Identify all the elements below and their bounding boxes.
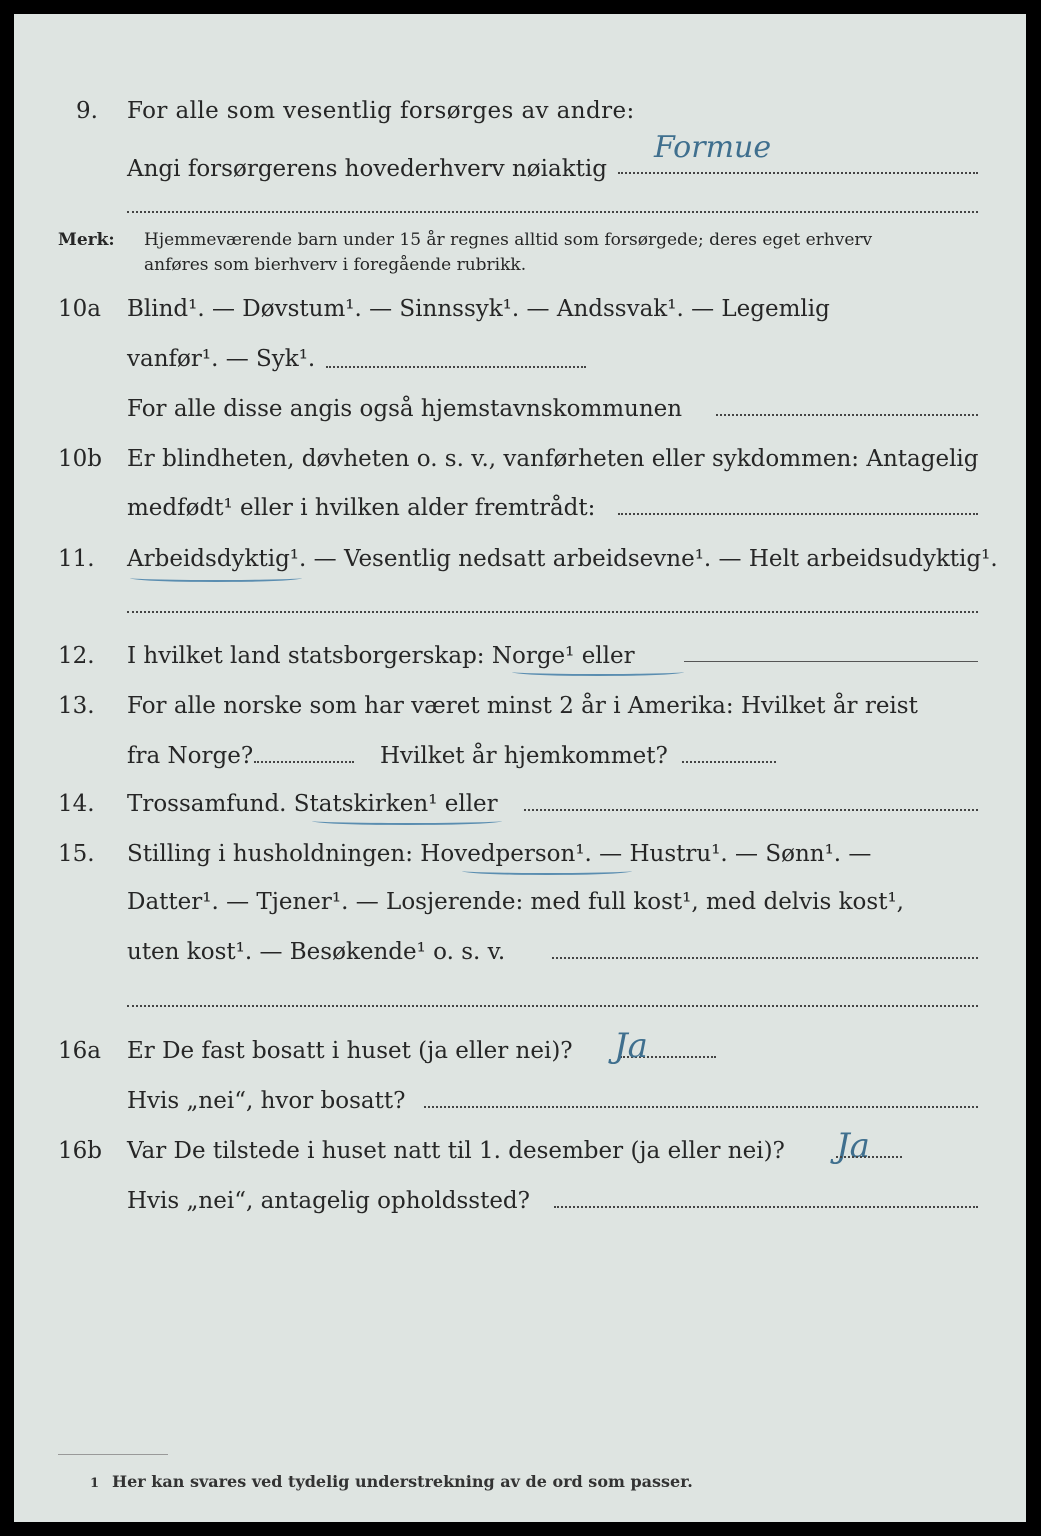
q13-reist-line xyxy=(254,761,354,763)
q9-extra-line xyxy=(127,211,978,213)
q10a-syk-line xyxy=(326,366,586,368)
census-form-page xyxy=(14,14,1026,1522)
q13-line1: For alle norske som har været minst 2 år i Amerika: Hvilket år reist xyxy=(127,693,918,719)
q10a-line2: vanfør¹. — Syk¹. xyxy=(127,346,316,372)
q13-hjemkommet-line xyxy=(682,761,776,763)
q16b-line1: Var De tilstede i huset natt til 1. desember (ja eller nei)? xyxy=(127,1138,785,1164)
item-number-14: 14. xyxy=(58,791,95,817)
q16b-handwritten-answer: Ja xyxy=(836,1126,870,1166)
q15-line3: uten kost¹. — Besøkende¹ o. s. v. xyxy=(127,939,506,965)
q13-line2b: Hvilket år hjemkommet? xyxy=(380,743,668,769)
footnote-divider xyxy=(58,1454,168,1455)
q15-handwritten-underline xyxy=(462,867,632,875)
footnote-mark: 1 xyxy=(90,1476,100,1491)
q12-line1: I hvilket land statsborgerskap: Norge¹ eller xyxy=(127,643,635,669)
item-number-10b: 10b xyxy=(58,446,102,472)
q14-handwritten-underline xyxy=(312,817,502,825)
merk-line1: Hjemmeværende barn under 15 år regnes alltid som forsørgede; deres eget erhverv xyxy=(144,230,873,250)
q9-handwritten-answer: Formue xyxy=(654,130,772,165)
q11-extra-line xyxy=(127,611,978,613)
q14-answer-line xyxy=(524,809,978,811)
q10a-answer-line xyxy=(716,414,978,416)
item-number-11: 11. xyxy=(58,546,95,572)
item-number-9: 9. xyxy=(76,98,98,124)
q9-line2: Angi forsørgerens hovederhverv nøiaktig xyxy=(127,156,607,182)
q15-answer-line xyxy=(552,957,978,959)
q10b-line2: medfødt¹ eller i hvilken alder fremtrådt: xyxy=(127,495,596,521)
q9-answer-line xyxy=(618,172,978,174)
q10b-line1: Er blindheten, døvheten o. s. v., vanførheten eller sykdommen: Antagelig xyxy=(127,446,979,472)
q10b-answer-line xyxy=(618,513,978,515)
q10a-line1: Blind¹. — Døvstum¹. — Sinnssyk¹. — Andssvak¹. — Legemlig xyxy=(127,296,830,322)
merk-label: Merk: xyxy=(58,230,115,250)
q11-handwritten-underline xyxy=(130,574,302,582)
q16a-line2: Hvis „nei“, hvor bosatt? xyxy=(127,1088,406,1114)
q13-line2a: fra Norge? xyxy=(127,743,254,769)
q11-line1: Arbeidsdyktig¹. — Vesentlig nedsatt arbeidsevne¹. — Helt arbeidsudyktig¹. xyxy=(127,546,998,572)
item-number-10a: 10a xyxy=(58,296,101,322)
q12-answer-line xyxy=(684,661,978,662)
item-number-16b: 16b xyxy=(58,1138,102,1164)
q16b-answer-line xyxy=(836,1156,902,1158)
q9-line1: For alle som vesentlig forsørges av andre: xyxy=(127,98,635,124)
q15-line2: Datter¹. — Tjener¹. — Losjerende: med full kost¹, med delvis kost¹, xyxy=(127,889,904,915)
item-number-15: 15. xyxy=(58,841,95,867)
item-number-12: 12. xyxy=(58,643,95,669)
q16b-opholdssted-line xyxy=(554,1206,978,1208)
footnote-text: Her kan svares ved tydelig understrekning av de ord som passer. xyxy=(112,1472,693,1491)
q16a-handwritten-answer: Ja xyxy=(614,1026,648,1066)
merk-line2: anføres som bierhverv i foregående rubrikk. xyxy=(144,255,527,275)
q15-line1: Stilling i husholdningen: Hovedperson¹. — Hustru¹. — Sønn¹. — xyxy=(127,841,872,867)
q15-extra-line xyxy=(127,1005,978,1007)
q10a-line3: For alle disse angis også hjemstavnskommunen xyxy=(127,396,683,422)
q16a-bosatt-line xyxy=(424,1106,978,1108)
q12-handwritten-underline xyxy=(512,668,684,676)
item-number-16a: 16a xyxy=(58,1038,101,1064)
item-number-13: 13. xyxy=(58,693,95,719)
q16a-line1: Er De fast bosatt i huset (ja eller nei)? xyxy=(127,1038,573,1064)
q16b-line2: Hvis „nei“, antagelig opholdssted? xyxy=(127,1188,530,1214)
q14-line1: Trossamfund. Statskirken¹ eller xyxy=(127,791,498,817)
